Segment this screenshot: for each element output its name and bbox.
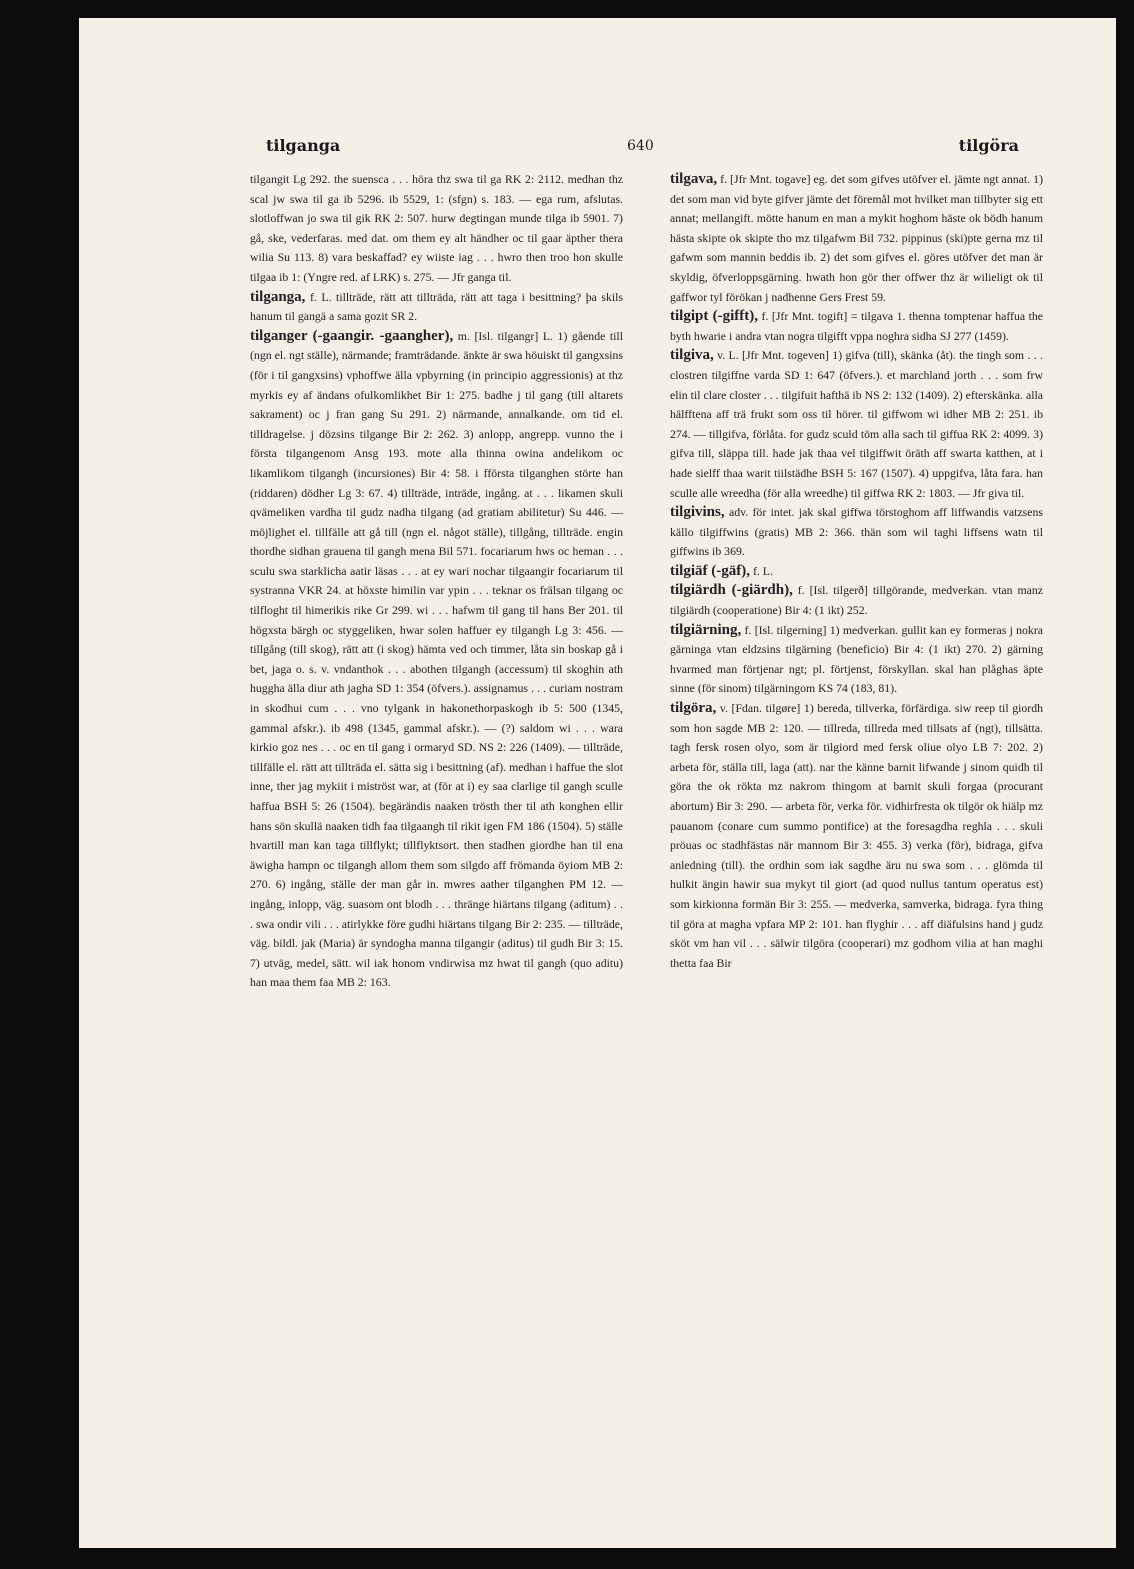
entry-headword: tilgipt (-gifft), [670,308,759,325]
entry [250,327,623,993]
entry-headword: tilganger (-gaangir. -gaangher), [250,327,454,344]
entry-text: v. L. [Jfr Mnt. togeven] 1) gifva (till), skänka (åt). the tingh som . . . clostren tilgiffne varda SD 1: 647 (öfvers.). et marchland jorth . . . som frw elin til clare closter . . . tilgifuit hafthä ib NS 2: 132 (1409). 2) efterskänka. alla hälfftena aff trä frukt som oss til hörer. til giffwom wi idher MB 2: 251. ib 274. — tillgifva, förlåta. for gudz sculd töm alla sach til giffua RK 2: 4099. 3) gifva till, släppa till. hade jak thaa vel tilgiffwit öräth aff swarta katthen, at i hade sielff thaa warit tiilstädhe BSH 5: 167 (1507). 4) uppgifva, låta fara. han sculle alle wreedha (för alla wreedhe) til giffwa RK 2: 1803. — Jfr giva til. [670,348,1043,500]
entry-text: tilgangit Lg 292. the suensca . . . höra thz swa til ga RK 2: 2112. medhan thz scal jw swa til ga ib 5296. ib 5529, 1: (sfgn) s. 183. — ega rum, afslutas. slotloffwan jo swa til gik RK 2: 507. hurw degtingan munde tilga ib 5901. 7) gå, ske, vederfaras. med dat. om them ey alt händher oc til gaar äpther thera wilia Su 113. 8) vara beskaffad? ey wiiste iag . . . hwro then troo hon skulle tilgaa ib 1: (Yngre red. af LRK) s. 275. — Jfr ganga til. [250,172,623,284]
entry-headword: tilgiva, [670,347,714,364]
entry [670,699,1043,973]
entry-text: f. [Jfr Mnt. togift] = tilgava 1. thenna tomptenar haffua the byth hwarie i andra vtan nogra tilgifft vppa noghra sidha SJ 277 (1459). [670,309,1044,343]
entry-text: f. [Isl. tilgerning] 1) medverkan. gullit kan ey formeras j nokra gärninga vtan eldzsins tilgärning (beneficio) Bir 4: (1 ikt) 270. 2) gärning hvarmed man förtjenar ngt; pl. förtjenst, förskyllan. skal han plåghas äpte sinne (för sinom) tilgärningom KS 74 (183, 81). [670,622,1043,696]
header-right-headword: tilgöra [958,136,1019,155]
entry [670,346,1043,503]
entry-text: f. [Isl. tilgerð] tillgörande, medverkan. vtan manz tilgiärdh (cooperatione) Bir 4: (1 ikt) 252. [670,583,1043,618]
entry [250,170,623,288]
entry [670,170,1043,307]
entry-headword: tilgöra, [670,700,717,717]
entry [670,307,1043,346]
entry-text: f. [Jfr Mnt. togave] eg. det som gifves utöfver el. jämte ngt annat. 1) det som man vid byte gifver jämte det föremål mot hvilket man tillbyter sig ett annat; mellangift. mötte hanum en man a mykit hoghom häste ok bödh hanum hästa skipte ok skipte tho mz tilgafwm Bil 732. pippinus (ski)pte gerna mz til gafwm som mannin beddis ib. 2) det som gifves el. göres utöfver det man är skyldig, öfverloppsgärning. hwath hon gör ther offwer thz är wilieligt ok til gaffwor tyl förökan j nadhenne Gers Frest 59. [670,172,1044,304]
page-number: 640 [627,138,654,154]
entry [250,288,623,327]
running-header [79,136,1116,166]
entry-headword: tilgava, [670,171,718,187]
entry-text: m. [Isl. tilgangr] L. 1) gående till (ngn el. ngt ställe), närmande; framträdande. änkte är swa höuiskt til gangxsins (för i til gangxsins) vphoffwe älla vpbyrning (in principio aggressionis) at thz myrkis ey af ändans ofulkomlikhet Bir 1: 275. badhe j til gang (till altarets sakrament) oc j fran gang Su 291. 2) närmande, annalkande. om tid el. tilldragelse. j dözsins tilgange Bir 2: 262. 3) anlopp, angrepp. vunno the i första tilgangenom Ansg 193. mote alla thinna owina andelikom oc likamlikom tilgangh (incursiones) Bir 4: 58. i fförsta tilganghen störte han (riddaren) dödher Lg 3: 67. 4) tillträde, inträde, ingång. at . . . likamen skuli qvämeliken vardha til gudz nadha tilgang (ad gratiam abilitetur) Su 446. — möjlighet el. tillfälle att gå till (ngn el. något ställe), tillgång, tillträde. engin thordhe sidhan grauena til gangh mena Bil 571. focariarum hws oc heman . . . sculu swa starklicha aatir läsas . . . at ey wari nochar tilgaangir focariarum til systranna VKR 24. at höxste himilin var ypin . . . teknar os frälsan tilgang oc tilfloght til himerikis rike Gr 299. wi . . . hafwm til gang til hans Ber 201. til högxsta bärgh oc styggeliken, hwar solen haffuer ey tilgangh Lg 3: 456. — tillgång (till skog), rätt att (i skog) hämta ved och timmer, låta sin boskap gå i bet, jaga o. s. v. vndanthok . . . abothen tilgangh (accessum) til skoghin ath huggha älla diur ath jagha SD 1: 354 (öfvers.). assignamus . . . curiam nostram in skodhui cum . . . vno tylgank in hakonethorpaskogh ib 5: 500 (1345, gammal afskr.). ib 498 (1345, gammal afskr.). — (?) saldom wi . . . wara kirkio goz nes . . . oc en til gang i ormaryd SD. NS 2: 226 (1409). — tillträde, tillfälle el. rätt att tillträda el. sätta sig i besittning (af). medhan i haffue the slot inne, ther jag mykiit i miströst war, at (för at i) ey saa clarlige til gangh sculle haffua BSH 5: 26 (1504). begärändis naaken trösth ther til ath konghen ellir hans sön skullä naaken tidh faa tilgaangh til rikit igen FM 186 (1504). 5) ställe hvartill man kan taga tillflykt; tillflyktsort. then stadhen giordhe han til ena äwigha hampn oc tilgangh allom them som silgdo aff frömanda öyiom MB 2: 270. 6) ingång, ställe der man går in. mwres aather tilganghen PM 12. — ingång, inlopp, väg. suasom ont blodh . . . thränge hiärtans tilgang (aditum) . . . swa ondir vili . . . atirlykke före gudhi hiärtans tilgang Bir 2: 235. — tillträde, väg. bildl. jak (Maria) är syndogha manna tilgangir (aditus) til gudh Bir 3: 15. 7) utväg, medel, sätt. wil iak honom vndirwisa mz hwat til gangh (quo aditu) han maa them faa MB 2: 163. [250,328,623,990]
entry-headword: tilgiärdh (-giärdh), [670,582,793,599]
header-left-headword: tilganga [266,136,341,155]
entry-text: adv. för intet. jak skal giffwa törstoghom aff liffwandis vatzsens källo tilgiffwins (gratis) MB 2: 366. thän som wil taghi liffsens watn til giffwins ib 369. [670,505,1043,559]
entry-headword: tilgiäf (-gäf), [670,562,750,579]
entry-headword: tilgivins, [670,504,725,521]
entry-text: f. L. [752,563,773,578]
entry [670,562,1043,582]
right-column [670,170,1043,973]
dictionary-page [79,18,1116,1548]
entry-headword: tilganga, [250,288,306,305]
entry [670,581,1043,620]
entry-text: f. L. tillträde, rätt att tillträda, rätt att taga i besittning? þa skils hanum til gangä a sama gozit SR 2. [250,289,623,324]
left-column [250,170,623,993]
entry [670,621,1043,699]
entry-headword: tilgiärning, [670,621,742,638]
entry [670,503,1043,562]
entry-text: v. [Fdan. tilgøre] 1) bereda, tillverka, förfärdiga. siw reep til giordh som hon sagde MB 2: 120. — tillreda, tillreda med tillsats af (ngt), tillsätta. tagh fersk rosen olyo, som är tilgiord med fersk oliue olyo LB 7: 202. 2) arbeta för, ställa till, laga (att). nar the känne barnit lifwande j sinom quidh til göra the ok rökta mz nakrom thingom at barnit skuli forgaa (procurant abortum) Bir 3: 290. — arbeta för, verka för. vidhirfresta ok tilgör ok hiälp mz pauanom (conare cum summo pontifice) at the foresagdha reghla . . . skuli pröuas oc stadhfästas när mannom Bir 3: 455. 3) verka (för), bidraga, gifva anledning (till). the ordhin som iak sagdhe äru nu swa som . . . glömda til hulkit ängin hawir sua mykyt til giort (ad quod nullus tantum operatus est) som kirkionna formän Bir 3: 255. — medverka, samverka, bidraga. fyra thing til göra at magha vpfara MP 2: 101. han flyghir . . . aff diäfulsins hand j gudz sköt vm han vil . . . sälwir tilgöra (cooperari) mz godhom vilia at han maghi thetta faa Bir [670,701,1043,970]
